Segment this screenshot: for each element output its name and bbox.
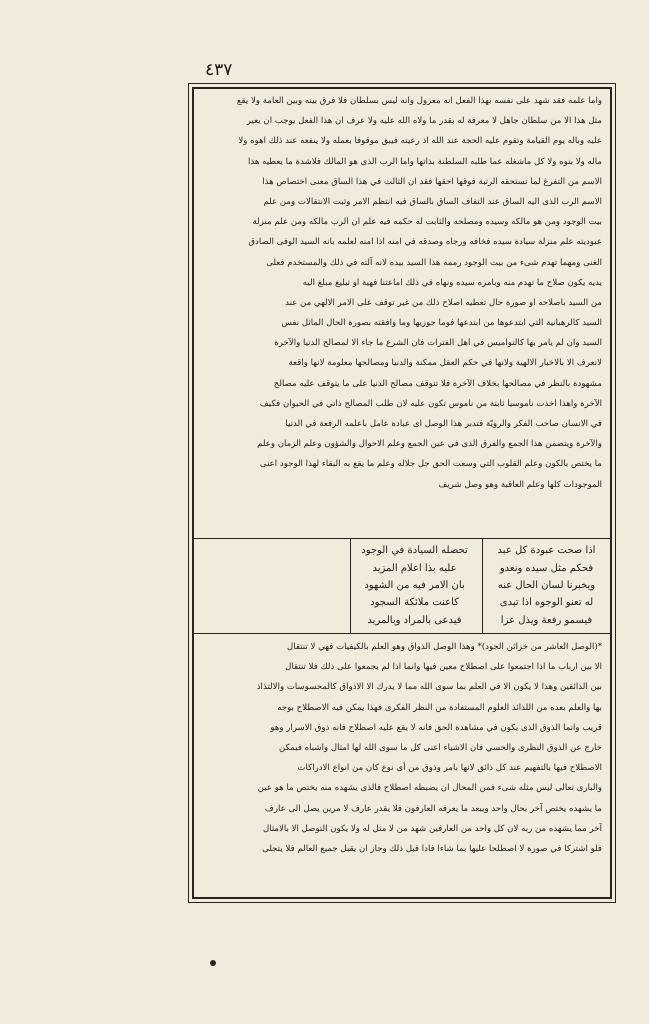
text-line: الاسم من التفرغ لما تستحقه الرتبة فوقها احقها فقد ان الثالث في هذا الساق معنى اختصاص هذا (262, 176, 602, 187)
text-line: واما علمه فقد شهد على نفسه بهذا الفعل انه معزول وانه ليس بسلطان فلا فرق بينه وبين العامة ولا يقع (236, 96, 602, 106)
text-line: مشهودة بالنظر في مصالحها بخلاف الآخرة فلا تتوقف مصالح الدنيا على ما يتوقف عليه مصالح (273, 378, 602, 389)
top-text-block (202, 91, 602, 535)
text-line: الغنى ومهما تهدم شىء من بيت الوجود رممه هذا السيد بيده لانه آلته في ذلك والمستخدم فعلى (266, 257, 602, 268)
text-frame (192, 87, 612, 899)
verse: له تعنو الوجوه اذا تبدى (499, 597, 594, 609)
text-line: السيد كالرهبانية التي ابتدعوها من ابتدعها فوما جوزيها وما وافقته بصورة الحال الماثل نفس (281, 318, 602, 329)
text-line: بين الذائقين وهذا لا يكون الا في العلم بما سوى الله مما لا يدرك الا الاذواق كالمحسوسات والالتذاذ (256, 682, 602, 693)
page-number: ٤٣٧ (205, 60, 233, 80)
text-line: يديه يكون صلاح ما تهدم منه وبامره سيده ونهاه في ذلك اماعتنا فهية او تبليغ مبلغ اليه (302, 277, 602, 288)
verse: ويخبرنا لسان الحال عنه (497, 579, 596, 591)
text-line: من السيد باصلاحه او صورة حال تعطيه اصلاح ذلك من غير توقف على الامر الالهي من عند (285, 297, 602, 308)
text-line: والآخرة ويتضمن هذا الجمع والفرق الذى في عين الجمع وعلم الاحوال والشؤون وعلم الزمان وعلم (257, 439, 602, 450)
text-line: بها والعلم بعده من اللذائذ العلوم المستفادة من النظر الفكرى فهذا يمكن فيه الاصطلاح بوجه (277, 702, 602, 713)
poem-section (194, 538, 610, 633)
verse: بان الامر فيه من الشهود (364, 579, 465, 591)
poem-left-column (350, 538, 478, 633)
verse: كاعنت ملائكة السجود (370, 597, 459, 609)
text-line: عليه وباله يوم القيامة وتقوم عليه الحجة عند الله اذ رعيته فيبق موقوفا بعمله ولا ينفعه عند ذلك اهوه ولا (238, 136, 602, 147)
bottom-text-block (202, 637, 602, 859)
text-line: فلو اشتركا في صورة لا اصطلحا عليها بما شاءا فادا قبل ذلك وجاز ان يقبل جميع العالم فلا يتجلى (262, 843, 602, 854)
ink-dot (210, 960, 216, 966)
verse: فحكم مثل سيده ونعدو (499, 562, 594, 574)
verse: فيدعى بالمراد وبالمريد (367, 614, 462, 626)
text-line: الا بين ارباب ما اذا اجتمعوا على اصطلاح معين فيها وانما اذا لم يجمعوا على ذلك فلا تنتقال (285, 662, 602, 673)
text-line: لانعرف الا بالاخبار الالهية ولانها في حكم العقل ممكنة والدنيا ومصالحها معلومة لانها واقعة (288, 358, 602, 369)
text-line: السيد وان لم يامر بها كالنواميس في اهل الفترات فان الشرع ما جاء الا لمصالح الدنيا والآخرة (274, 338, 602, 349)
text-line: ماله ولا بنوه ولا كل ماشغله عما طلبه السلطنة بذاتها واما الرب الذى هو المالك فلاشدة ما يعطيه هذا (247, 156, 602, 167)
text-line: الاسم الرب الذى اليه الساق عند التفاف الساق بالساق فيه انتظم الامر وثبت الانتقالات ومن علم (263, 196, 602, 207)
text-line: عبوديته علم منزلة سيادة سيده فخافه ورجاه وصدقه في امنه اذا امنه لعلمه بانه السيد الوفى الصادق (248, 237, 602, 248)
text-line: الاصطلاح فيها بالتفهيم عند كل ذائق لانها بامر وذوق من أى نوع كان من انواع الادراكات (297, 763, 602, 774)
verse: فيسمو رفعة ويذل عزا (500, 614, 593, 626)
text-line: الموجودات كلها وعلم العاقبة وهو وصل شريف (438, 479, 602, 490)
verse: اذا صحت عبودة كل عبد (497, 545, 596, 557)
poem-right-column (482, 538, 610, 633)
text-line: في الانسان صاحب الفكر والرويّة فتدبر هذا الوصل اى عبادة عامل باعلمه الرفعة في الدنيا (285, 419, 602, 429)
text-line: آخر مما يشهده من ربه لان كل واحد من العارفين شهد من لا مثل له ولا يكون التوصل الا بالامثال (262, 823, 602, 834)
text-line: ما يشهده يختص آخر بحال واحد ويبعد ما يعرفه العارفون فلا يقدر عارف لا مرين يصل الى عارف (264, 803, 602, 814)
text-line: الآخرة واهذا اخذت ناموسيا ثابتة من ناموس تكون عليه لان طلب المصالح ذاتي في الحيوان فكيف (259, 398, 602, 409)
divider-rule (194, 633, 610, 634)
text-line: *(الوصل العاشر من خزائن الجود)* وهذا الوصل الذواق وهو العلم بالكيفيات فهي لا تنتقال (286, 642, 602, 652)
text-line (202, 515, 602, 535)
text-line: ما يختص بالكون وعلم القلوب التي وسعت الحق جل جلاله وعلم ما يقع به البقاء لهذا الوجود اعنى (259, 459, 602, 470)
text-line: بيت الوجود ومن هو مالكه وسيده ومصلحه والثابت له حكمه فيه علم ان الرب مالكه ومن علم منزلة (252, 217, 602, 228)
text-line: مثل هذا الا من سلطان جاهل لا معرفة له بقدر ما ولاه الله عليه ولا عرف ان هذا الفعل يوجب ان يعير (246, 116, 602, 127)
verse: تحصله السيادة في الوجود (361, 545, 468, 557)
text-line (202, 495, 602, 515)
verse: عليه بذا اعلام المزيد (372, 562, 457, 574)
text-line: قريب وانما الذوق الذى يكون في مشاهدة الحق فانه لا يقع عليه اصطلاح فانه ذوق الاسرار وهو (270, 722, 602, 733)
text-line: والبارى تعالى ليس مثله شىء فمن المحال ان يضبطه اصطلاح فالذى يشهده منه يختص ما هو عين (257, 783, 602, 794)
text-line: خارج عن الذوق النظرى والحسي فان الاشياء اعنى كل ما سوى الله لها امثال واشباه فيمكن (278, 742, 602, 753)
